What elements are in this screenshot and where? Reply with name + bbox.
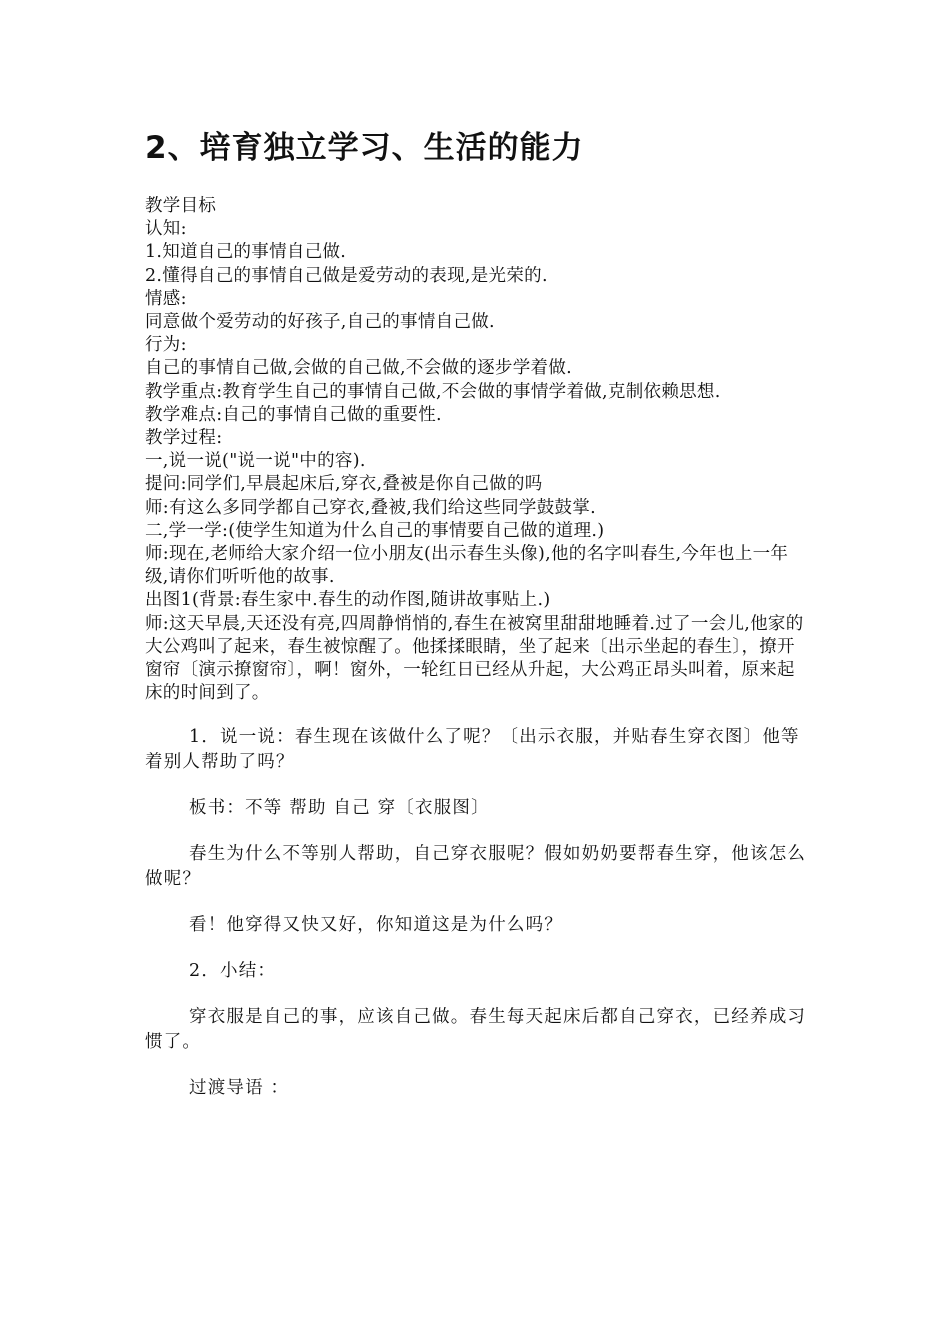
text-line: 提问:同学们,早晨起床后,穿衣,叠被是你自己做的吗	[145, 474, 543, 495]
paragraph: 看！他穿得又快又好，你知道这是为什么吗？	[189, 915, 563, 936]
text-line: 1.知道自己的事情自己做.	[145, 242, 347, 263]
text-line: 教学目标	[145, 196, 217, 216]
lesson-objectives-section	[145, 195, 810, 705]
paragraph: 板书：不等 帮助 自己 穿〔衣服图〕	[189, 798, 490, 819]
text-line: 师:有这么多同学都自己穿衣,叠被,我们给这些同学鼓鼓掌.	[145, 497, 596, 518]
text-line: 自己的事情自己做,会做的自己做,不会做的逐步学着做.	[145, 358, 572, 379]
document-title: 2、培育独立学习、生活的能力	[145, 130, 584, 166]
paragraph: 过渡导语 ：	[189, 1078, 290, 1099]
paragraph: 穿衣服是自己的事，应该自己做。春生每天起床后都自己穿衣，已经养成习惯了。	[145, 1007, 807, 1053]
text-line: 一,说一说("说一说"中的容).	[145, 451, 366, 472]
paragraph: 2．小结：	[189, 961, 277, 982]
paragraph: 春生为什么不等别人帮助，自己穿衣服呢？假如奶奶要帮春生穿，他该怎么做呢？	[145, 844, 807, 890]
text-line: 同意做个爱劳动的好孩子,自己的事情自己做.	[145, 312, 495, 333]
text-line: 师:这天早晨,天还没有亮,四周静悄悄的,春生在被窝里甜甜地睡着.过了一会儿,他家的大公鸡叫了起来，春生被惊醒了。他揉揉眼睛，坐了起来〔出示坐起的春生〕，撩开窗帘〔演示撩窗帘〕，啊！窗外，一轮红日已经从升起，大公鸡正昂头叫着，原来起床的时间到了。	[145, 613, 804, 704]
text-line: 教学难点:自己的事情自己做的重要性.	[145, 404, 442, 425]
text-line: 认知:	[145, 219, 187, 240]
text-line: 教学过程:	[145, 428, 223, 449]
text-line: 情感:	[145, 288, 187, 309]
text-line: 2.懂得自己的事情自己做是爱劳动的表现,是光荣的.	[145, 265, 548, 286]
text-line: 二,学一学:(使学生知道为什么自己的事情要自己做的道理.)	[145, 520, 605, 541]
text-line: 教学重点:教育学生自己的事情自己做,不会做的事情学着做,克制依赖思想.	[145, 381, 721, 402]
text-line: 行为:	[145, 335, 187, 356]
paragraph: 1．说一说：春生现在该做什么了呢？〔出示衣服，并贴春生穿衣图〕他等着别人帮助了吗？	[145, 727, 800, 773]
text-line: 出图1(背景:春生家中.春生的动作图,随讲故事贴上.)	[145, 590, 551, 611]
text-line: 师:现在,老师给大家介绍一位小朋友(出示春生头像),他的名字叫春生,今年也上一年级,请你们听听他的故事.	[145, 544, 789, 588]
document-page	[145, 128, 810, 1122]
lesson-process-section	[145, 725, 810, 1101]
